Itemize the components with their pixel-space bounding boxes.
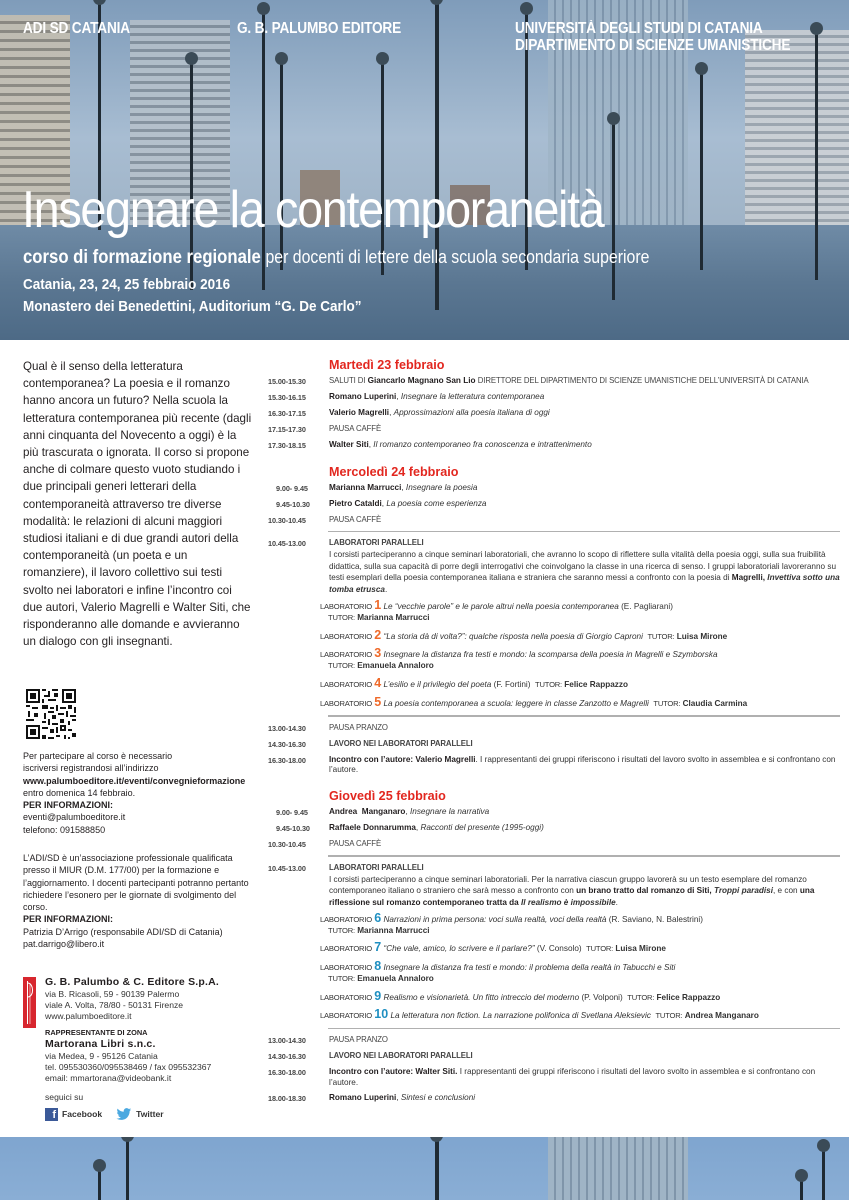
lab-author: (V. Consolo): [536, 944, 582, 954]
speaker-name: Andrea Manganaro: [329, 807, 406, 817]
twitter-icon[interactable]: [116, 1108, 132, 1121]
row-prefix: SALUTI DI: [329, 376, 366, 385]
speaker-name: Pietro Cataldi: [329, 498, 382, 508]
lab-label: LABORATORIO: [320, 631, 372, 641]
session-label: LAVORO NEI LABORATORI PARALLELI: [329, 1051, 473, 1061]
adi-email[interactable]: pat.darrigo@libero.it: [23, 939, 105, 950]
lab-item: [320, 675, 840, 690]
schedule-row: [268, 1051, 840, 1063]
publisher-name: G. B. Palumbo & C. Editore S.p.A.: [45, 976, 220, 988]
time-slot: 13.00-14.30: [268, 1036, 306, 1046]
schedule-row: [268, 1035, 840, 1047]
lab-label: LABORATORIO: [320, 679, 372, 689]
separator: ,: [401, 482, 404, 492]
separator: ,: [389, 407, 392, 417]
sculpture-pole: [381, 60, 384, 275]
description-work-title: Troppi paradisi: [713, 886, 773, 896]
lab-item: [320, 942, 840, 954]
day-heading: Martedì 23 febbraio: [329, 358, 445, 372]
separator: ,: [396, 1093, 399, 1103]
tutor-label: TUTOR:: [653, 698, 681, 708]
talk-title: Insegnare la narrativa: [410, 807, 490, 817]
footer-photo: [0, 1137, 849, 1200]
talk-title: Insegnare la poesia: [405, 482, 478, 492]
lab-number: 4: [374, 675, 382, 690]
lab-item: [320, 627, 840, 642]
adi-info-label: PER INFORMAZIONI:: [23, 914, 113, 925]
publisher-address: viale A. Volta, 78/80 - 50131 Firenze: [45, 1000, 184, 1010]
description-text: I corsisti parteciperanno a cinque seminari laboratoriali, che avranno lo scopo di riflettere sulla vitalità della poesia oggi, sulla sua fruibilità didattica, sulla sua capacità di porre degli interrogativi che coinvolgano la classe in una ricerca di senso. I gruppi laboratoriali lavoreranno su testi esemplari della poesia contemporanea italiana e straniera che saranno messi a confronto con la poesia di: [329, 550, 837, 583]
org-university-name: UNIVERSITÀ DEGLI STUDI DI CATANIA: [515, 20, 763, 37]
lab-list: [320, 910, 840, 1022]
lab-session-heading: LABORATORI PARALLELI: [329, 538, 424, 548]
rep-label: RAPPRESENTANTE DI ZONA: [45, 1028, 148, 1037]
lab-item: [320, 694, 840, 709]
info-phone: telefono: 091588850: [23, 824, 106, 835]
adi-contact: Patrizia D’Arrigo (responsabile ADI/SD di Catania): [23, 926, 223, 937]
facebook-icon[interactable]: f: [45, 1108, 58, 1121]
program: [268, 358, 840, 1109]
sculpture-pole: [435, 1137, 439, 1200]
break-label: PAUSA PRANZO: [329, 1035, 388, 1045]
course-type: corso di formazione regionale: [23, 247, 261, 268]
schedule-row: [268, 723, 840, 735]
time-slot: 10.30-10.45: [268, 515, 306, 525]
tutor-label: TUTOR:: [328, 661, 355, 671]
time-slot: 18.00-18.30: [268, 1094, 306, 1104]
lab-title: La letteratura non fiction. La narrazione polifonica di Svetlana Aleksievic: [390, 1011, 651, 1021]
speaker-name: Walter Siti: [329, 439, 369, 449]
lab-number: 7: [374, 940, 382, 955]
tutor-label: TUTOR:: [655, 1011, 683, 1021]
tutor-label: TUTOR:: [328, 974, 355, 984]
schedule-row: [268, 392, 840, 404]
page-title: Insegnare la contemporaneità: [22, 181, 604, 239]
tutor-label: TUTOR:: [328, 612, 355, 622]
lab-item: [320, 597, 840, 623]
author-meeting: Incontro con l’autore: Valerio Magrelli: [329, 754, 476, 764]
sculpture-pole: [800, 1177, 803, 1200]
sculpture-pole: [98, 1167, 101, 1200]
hero-banner: [0, 0, 849, 340]
talk-title: La poesia come esperienza: [386, 498, 487, 508]
tutor-label: TUTOR:: [647, 631, 675, 641]
qr-code-icon[interactable]: [24, 687, 78, 741]
lab-item: [320, 988, 840, 1003]
day-heading: Mercoledì 24 febbraio: [329, 464, 459, 479]
tutor-name: Felice Rappazzo: [656, 992, 721, 1002]
lab-author: (E. Pagliarani): [621, 601, 673, 611]
break-label: PAUSA PRANZO: [329, 722, 388, 732]
tutor-name: Marianna Marrucci: [357, 925, 430, 935]
rep-address: via Medea, 9 - 95126 Catania: [45, 1051, 158, 1061]
separator: ,: [415, 823, 419, 833]
talk-title: Sintesi e conclusioni: [400, 1093, 476, 1103]
rep-phone: tel. 095530360/095538469 / fax 095532367: [45, 1062, 212, 1072]
day-heading: Giovedì 25 febbraio: [329, 789, 446, 804]
lab-session: [268, 538, 840, 595]
course-dates: Catania, 23, 24, 25 febbraio 2016: [23, 276, 231, 293]
lab-label: LABORATORIO: [320, 601, 372, 611]
publisher-website[interactable]: www.palumboeditore.it: [45, 1011, 132, 1021]
separator: ,: [368, 439, 372, 449]
publisher-block: [45, 976, 260, 1121]
description-end: .: [615, 897, 618, 907]
twitter-link[interactable]: Twitter: [136, 1109, 164, 1119]
author-meeting: Incontro con l’autore: Walter Siti.: [329, 1067, 458, 1077]
org-palumbo: G. B. PALUMBO EDITORE: [237, 20, 402, 37]
lab-number: 2: [374, 627, 382, 642]
meeting-description: . I rappresentanti dei gruppi riferiscono i risultati del lavoro svolto in assemblea e si confrontano con l’autore.: [329, 754, 836, 775]
lab-session-description: [329, 549, 840, 595]
lab-number: 1: [374, 597, 382, 612]
lab-label: LABORATORIO: [320, 914, 372, 924]
lab-number: 9: [374, 988, 382, 1003]
time-slot: 9.00- 9.45: [276, 808, 308, 818]
lab-title: “Che vale, amico, lo scrivere e il parlare?”: [383, 944, 535, 954]
time-slot: 17.15-17.30: [268, 424, 306, 434]
lab-label: LABORATORIO: [320, 992, 372, 1002]
sculpture-pole: [815, 30, 818, 280]
tutor-name: Emanuela Annaloro: [357, 974, 434, 984]
tutor-name: Claudia Carmina: [682, 698, 748, 708]
talk-title: Il romanzo contemporaneo fra conoscenza e intrattenimento: [373, 439, 592, 449]
time-slot: 9.45-10.30: [276, 499, 310, 509]
lab-title: L’esilio e il privilegio del poeta: [383, 679, 492, 689]
social-links: [45, 1108, 260, 1121]
follow-label: seguici su: [45, 1092, 84, 1102]
lab-item: [320, 1009, 840, 1021]
schedule-row: [268, 408, 840, 420]
lab-label: LABORATORIO: [320, 698, 372, 708]
lab-item: [320, 648, 840, 671]
description-work-title: Invettiva sotto una tomba etrusca: [329, 573, 840, 594]
lab-number: 6: [374, 910, 382, 925]
time-slot: 10.45-13.00: [268, 539, 306, 549]
lab-author: (F. Fortini): [493, 679, 531, 689]
divider: [328, 1028, 840, 1030]
description-end: .: [384, 584, 388, 594]
tutor-name: Marianna Marrucci: [357, 612, 430, 622]
tutor-name: Felice Rappazzo: [564, 679, 628, 689]
schedule-row: [268, 424, 840, 436]
lab-session-description: [329, 874, 840, 909]
sculpture-pole: [126, 1137, 129, 1200]
separator: ,: [381, 498, 385, 508]
lab-label: LABORATORIO: [320, 650, 372, 660]
divider: [328, 715, 840, 717]
sculpture-pole: [822, 1147, 825, 1200]
adi-description: L’ADI/SD è un’associazione professionale qualificata presso il MIUR (D.M. 177/00) per la formazione e l’aggiornamento. I docenti partecipanti potranno pertanto richiedere l’esonero per le giornate di svolgimento del corso.: [23, 853, 249, 913]
lab-title: “La storia dà di volta?”: qualche risposta nella poesia di Giorgio Caproni: [383, 631, 643, 641]
schedule-row: [268, 739, 840, 751]
course-audience: per docenti di lettere della scuola secondaria superiore: [265, 247, 650, 267]
lab-item: [320, 958, 840, 984]
schedule-row: [268, 755, 840, 777]
description-bold: Magrelli,: [731, 573, 766, 583]
break-label: PAUSA CAFFÈ: [329, 839, 382, 849]
divider: [328, 531, 840, 533]
registration-line: iscriversi registrandosi all’indirizzo: [23, 763, 159, 774]
hero-building: [745, 30, 849, 230]
tutor-label: TUTOR:: [328, 925, 355, 935]
facebook-link[interactable]: Facebook: [62, 1109, 103, 1119]
time-slot: 15.30-16.15: [268, 392, 306, 402]
separator: ,: [405, 807, 408, 817]
schedule-row: [268, 839, 840, 851]
time-slot: 16.30-17.15: [268, 408, 306, 418]
lab-session-heading: LABORATORI PARALLELI: [329, 862, 424, 872]
speaker-name: Valerio Magrelli: [329, 407, 390, 417]
org-university: [515, 20, 790, 54]
tutor-label: TUTOR:: [535, 679, 562, 689]
registration-info: [23, 750, 253, 836]
lab-item: [320, 910, 840, 936]
tutor-name: Emanuela Annaloro: [357, 661, 434, 671]
talk-title: Insegnare la letteratura contemporanea: [400, 391, 545, 401]
meeting-description: I rappresentanti dei gruppi riferiscono i risultati del lavoro svolto in assemblea e si confrontano con l’autore.: [329, 1067, 816, 1088]
lab-title: Insegnare la distanza fra testi e mondo: il problema della realtà in Tabucchi e Siti: [383, 962, 676, 972]
sculpture-pole: [700, 70, 703, 270]
time-slot: 17.30-18.15: [268, 440, 306, 450]
lab-author: (P. Volponi): [581, 992, 623, 1002]
talk-title: Approssimazioni alla poesia italiana di oggi: [393, 407, 550, 417]
session-label: LAVORO NEI LABORATORI PARALLELI: [329, 738, 473, 748]
break-label: PAUSA CAFFÈ: [329, 514, 382, 524]
speaker-name: Giancarlo Magnano San Lio: [367, 376, 476, 385]
publisher-address: via B. Ricasoli, 59 - 90139 Palermo: [45, 989, 180, 999]
description-bold: una riflessione sul romanzo contemporaneo tratta da: [329, 886, 815, 907]
schedule-row: [268, 1093, 840, 1105]
org-department-name: DIPARTIMENTO DI SCIENZE UMANISTICHE: [515, 37, 791, 54]
lab-title: La poesia contemporanea a scuola: leggere in classe Zanzotto e Magrelli: [383, 698, 649, 708]
lab-label: LABORATORIO: [320, 944, 372, 954]
time-slot: 16.30-18.00: [268, 1068, 306, 1078]
tutor-name: Andrea Manganaro: [684, 1011, 759, 1021]
description-text: , e con: [772, 886, 798, 896]
lab-number: 10: [374, 1007, 389, 1022]
schedule-row: [268, 823, 840, 835]
speaker-name: Romano Luperini: [329, 1093, 397, 1103]
tutor-name: Luisa Mirone: [615, 944, 666, 954]
schedule-row: [268, 515, 840, 527]
sculpture-pole: [612, 120, 615, 300]
speaker-name: Raffaele Donnarumma: [329, 823, 416, 833]
lab-title: Le “vecchie parole” e le parole altrui nella poesia contemporanea: [383, 601, 619, 611]
footer-building: [548, 1137, 688, 1200]
schedule-row: [268, 376, 840, 388]
speaker-role: DIRETTORE DEL DIPARTIMENTO DI SCIENZE UMANISTICHE DELL’UNIVERSITÀ DI CATANIA: [477, 376, 809, 385]
tutor-label: TUTOR:: [627, 992, 655, 1002]
speaker-name: Marianna Marrucci: [329, 482, 402, 492]
schedule-row: [268, 499, 840, 511]
time-slot: 9.45-10.30: [276, 824, 310, 834]
registration-line: Per partecipare al corso è necessario: [23, 751, 173, 761]
tutor-name: Luisa Mirone: [676, 631, 728, 641]
lab-number: 3: [374, 646, 382, 661]
lab-number: 8: [374, 958, 382, 973]
separator: ,: [396, 391, 399, 401]
lab-label: LABORATORIO: [320, 1011, 372, 1021]
course-subtitle: [23, 246, 649, 269]
adi-info: [23, 852, 253, 950]
rep-email[interactable]: email: mmartorana@videobank.it: [45, 1073, 172, 1083]
time-slot: 14.30-16.30: [268, 739, 306, 749]
intro-text: Qual è il senso della letteratura contemporanea? La poesia e il romanzo hanno ancora un futuro? Nella scuola la letteratura contemporanea più recente (dagli anni cinquanta del Novecento a oggi) è la più trascurata o ignorata. Il corso si propone anche di colmare questo vuoto studiando i due principali generi letterari della contemporaneità attraverso tre diverse modalità: le relazioni di alcuni maggiori studiosi italiani e di due grandi autori della contemporaneità (un poeta e un romanziere), il lavoro collettivo sui testi svolto nei laboratori e infine l’incontro coi due autori, Valerio Magrelli e Walter Siti, che risponderanno alle domande e avvieranno un dialogo con gli insegnanti.: [23, 360, 252, 649]
lab-session: [268, 863, 840, 909]
org-adi: ADI SD CATANIA: [23, 20, 130, 37]
lab-number: 5: [374, 694, 382, 709]
talk-title: Racconti del presente (1995-oggi): [420, 823, 544, 833]
lab-author: (R. Saviano, N. Balestrini): [608, 914, 703, 924]
time-slot: 14.30-16.30: [268, 1052, 306, 1062]
schedule-row: [268, 483, 840, 495]
registration-link[interactable]: www.palumboeditore.it/eventi/convegnieformazione: [23, 775, 246, 786]
schedule-row: [268, 440, 840, 452]
info-label: PER INFORMAZIONI:: [23, 800, 113, 811]
schedule-row: [268, 1067, 840, 1089]
lab-title: Realismo e visionarietà. Un fitto intreccio del moderno: [383, 992, 580, 1002]
palumbo-logo-icon: [23, 977, 36, 1028]
lab-label: LABORATORIO: [320, 962, 372, 972]
description-work-title: Il realismo è impossibile: [521, 897, 616, 907]
description-text: I corsisti parteciperanno a cinque seminari laboratoriali. Per la narrativa ciascun gruppo lavorerà su un testo esemplare del romanzo contemporaneo italiano o straniero che sarà messo a confronto con: [329, 874, 807, 896]
info-email[interactable]: eventi@palumboeditore.it: [23, 812, 126, 823]
break-label: PAUSA CAFFÈ: [329, 423, 382, 433]
time-slot: 10.30-10.45: [268, 840, 306, 850]
registration-deadline: entro domenica 14 febbraio.: [23, 787, 136, 798]
time-slot: 13.00-14.30: [268, 723, 306, 733]
time-slot: 16.30-18.00: [268, 755, 306, 765]
time-slot: 10.45-13.00: [268, 863, 306, 873]
course-venue: Monastero dei Benedettini, Auditorium “G. De Carlo”: [23, 298, 362, 315]
tutor-label: TUTOR:: [586, 944, 614, 954]
schedule-row: [268, 807, 840, 819]
divider: [328, 855, 840, 857]
speaker-name: Romano Luperini: [329, 391, 397, 401]
rep-name: Martorana Libri s.n.c.: [45, 1038, 156, 1050]
description-bold: un brano tratto dal romanzo di Siti,: [576, 886, 712, 896]
time-slot: 9.00- 9.45: [276, 483, 308, 493]
lab-title: Insegnare la distanza fra testi e mondo: la scomparsa della poesia in Magrelli e Szymborska: [383, 650, 718, 660]
time-slot: 15.00-15.30: [268, 377, 306, 386]
lab-list: [320, 597, 840, 709]
lab-title: Narrazioni in prima persona: voci sulla realtà, voci della realtà: [383, 914, 607, 924]
